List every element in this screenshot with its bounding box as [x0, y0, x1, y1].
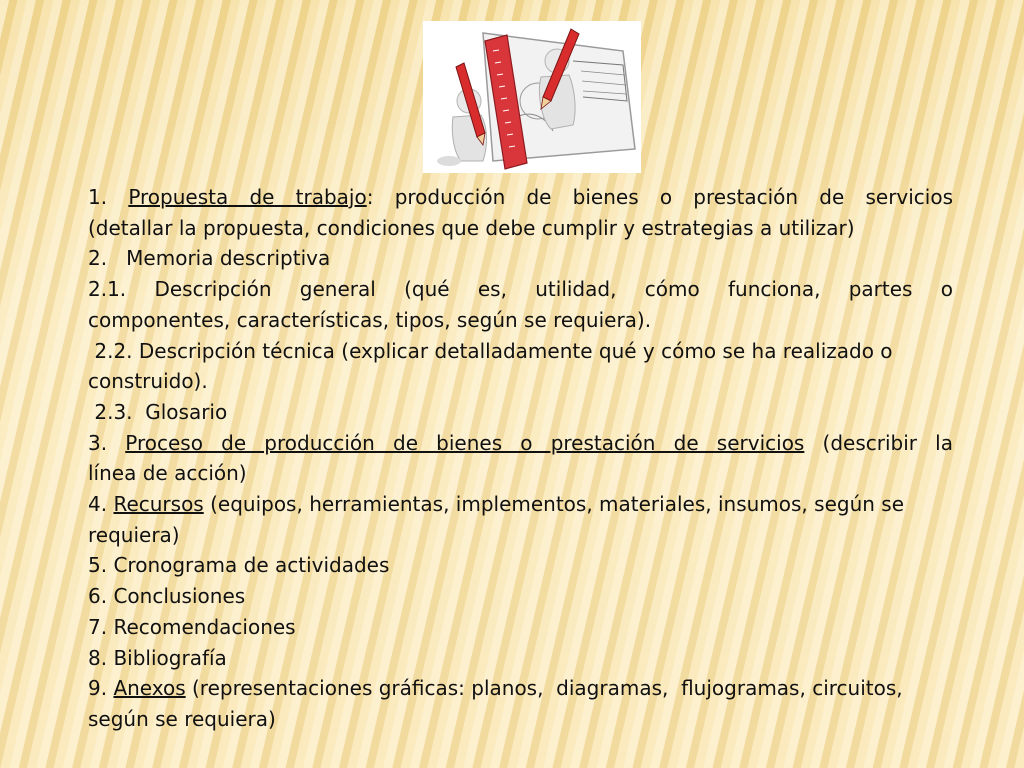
item-1-number: 1.	[88, 185, 108, 209]
item-8-number: 8.	[88, 645, 108, 670]
item-6-title: Conclusiones	[113, 584, 246, 609]
item-2-1-line-1: 2.1. Descripción general (qué es, utilidad, cómo funciona, partes o	[88, 277, 953, 302]
illustration-image	[423, 21, 641, 173]
item-8	[88, 643, 953, 674]
item-3-number: 3.	[88, 430, 108, 455]
item-4-number: 4.	[88, 492, 108, 517]
item-2-1-line-2: componentes, características, tipos, según se requiera).	[88, 307, 652, 332]
item-7	[88, 612, 953, 643]
item-4-title: Recursos	[113, 492, 204, 517]
item-9-text: (representaciones gráficas: planos, diagramas, flujogramas, circuitos,	[192, 676, 903, 701]
item-1-colon: :	[366, 185, 374, 209]
document-body	[88, 182, 953, 735]
item-4-text: (equipos, herramientas, implementos, materiales, insumos, según se	[210, 492, 904, 517]
item-1-title: Propuesta de trabajo	[128, 185, 367, 209]
item-9-line-1	[88, 673, 953, 704]
item-7-title: Recomendaciones	[113, 614, 296, 639]
item-2-2-line-2: construido).	[88, 369, 208, 394]
item-3-line-2: línea de acción)	[88, 461, 247, 486]
item-2-3: 2.3. Glosario	[88, 399, 228, 424]
item-6	[88, 581, 953, 612]
item-7-number: 7.	[88, 614, 108, 639]
item-1-text: producción de bienes o prestación de servicios	[394, 185, 954, 209]
item-2	[88, 243, 953, 274]
item-3-text: (describir la	[822, 430, 953, 455]
item-1-line-1	[88, 182, 953, 213]
item-3-title: Proceso de producción de bienes o prestación de servicios	[125, 430, 805, 455]
item-2-title: Memoria descriptiva	[126, 246, 331, 271]
item-5	[88, 550, 953, 581]
item-5-title: Cronograma de actividades	[113, 553, 390, 578]
item-1-line-2: (detallar la propuesta, condiciones que debe cumplir y estrategias a utilizar)	[88, 215, 855, 240]
drafting-figures-with-pencils-and-ruler-icon	[423, 21, 641, 173]
item-9-line-2: según se requiera)	[88, 706, 276, 731]
item-8-title: Bibliografía	[113, 645, 227, 670]
item-6-number: 6.	[88, 584, 108, 609]
item-4-line-1	[88, 489, 953, 520]
item-9-title: Anexos	[113, 676, 186, 701]
item-4-line-2: requiera)	[88, 522, 180, 547]
item-2-2-line-1: 2.2. Descripción técnica (explicar detalladamente qué y cómo se ha realizado o	[88, 338, 893, 363]
item-2-number: 2.	[88, 246, 108, 271]
item-9-number: 9.	[88, 676, 108, 701]
item-5-number: 5.	[88, 553, 108, 578]
item-3-line-1	[88, 428, 953, 459]
